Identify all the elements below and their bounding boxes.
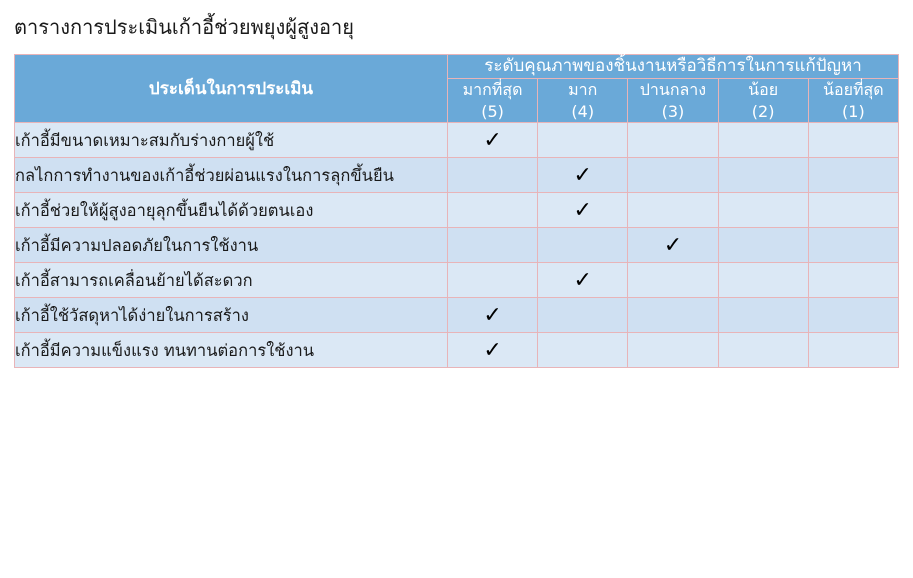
score-cell[interactable] [538, 263, 628, 298]
header-score-3 [628, 78, 718, 122]
score-cell[interactable] [447, 228, 537, 263]
table-row [15, 298, 899, 333]
score-cell[interactable] [628, 298, 718, 333]
score-cell[interactable] [718, 193, 808, 228]
issue-label: กลไกการทำงานของเก้าอี้ช่วยผ่อนแรงในการลุกขึ้นยืน [15, 158, 448, 193]
evaluation-table-container [14, 54, 899, 368]
header-score-2-value: (2) [751, 101, 775, 121]
score-cell[interactable] [808, 158, 898, 193]
table-row [15, 193, 899, 228]
issue-label: เก้าอี้ช่วยให้ผู้สูงอายุลุกขึ้นยืนได้ด้วยตนเอง [15, 193, 448, 228]
score-cell[interactable] [718, 333, 808, 368]
score-cell[interactable] [808, 193, 898, 228]
check-icon: ✓ [573, 163, 592, 189]
score-cell[interactable] [718, 158, 808, 193]
issue-label: เก้าอี้มีความแข็งแรง ทนทานต่อการใช้งาน [15, 333, 448, 368]
score-cell[interactable] [538, 228, 628, 263]
score-cell[interactable] [718, 123, 808, 158]
check-icon: ✓ [573, 268, 592, 294]
header-score-1 [808, 78, 898, 122]
issue-label: เก้าอี้มีขนาดเหมาะสมกับร่างกายผู้ใช้ [15, 123, 448, 158]
score-cell[interactable] [628, 193, 718, 228]
score-cell[interactable] [447, 333, 537, 368]
score-cell[interactable] [718, 298, 808, 333]
score-cell[interactable] [808, 263, 898, 298]
score-cell[interactable] [808, 123, 898, 158]
header-score-3-label: ปานกลาง [639, 79, 707, 99]
score-cell[interactable] [538, 123, 628, 158]
header-score-1-label: น้อยที่สุด [823, 79, 884, 99]
header-score-5-value: (5) [481, 101, 504, 121]
check-icon: ✓ [483, 338, 502, 364]
score-cell[interactable] [538, 158, 628, 193]
header-score-2 [718, 78, 808, 122]
table-row [15, 333, 899, 368]
table-row [15, 158, 899, 193]
score-cell[interactable] [447, 298, 537, 333]
score-cell[interactable] [628, 263, 718, 298]
score-cell[interactable] [808, 333, 898, 368]
header-score-5-label: มากที่สุด [462, 79, 523, 99]
issue-label: เก้าอี้สามารถเคลื่อนย้ายได้สะดวก [15, 263, 448, 298]
issue-label: เก้าอี้มีความปลอดภัยในการใช้งาน [15, 228, 448, 263]
header-score-2-label: น้อย [748, 79, 779, 99]
score-cell[interactable] [718, 263, 808, 298]
score-cell[interactable] [718, 228, 808, 263]
table-header [15, 55, 899, 123]
score-cell[interactable] [628, 158, 718, 193]
header-score-3-value: (3) [661, 101, 685, 121]
check-icon: ✓ [483, 303, 502, 329]
header-score-1-value: (1) [842, 101, 865, 121]
score-cell[interactable] [628, 333, 718, 368]
header-score-4-value: (4) [571, 101, 595, 121]
table-body [15, 123, 899, 368]
header-score-4-label: มาก [568, 79, 598, 99]
header-score-5 [447, 78, 537, 122]
table-row [15, 263, 899, 298]
score-cell[interactable] [628, 228, 718, 263]
score-cell[interactable] [538, 193, 628, 228]
header-score-4 [538, 78, 628, 122]
check-icon: ✓ [573, 198, 592, 224]
check-icon: ✓ [483, 128, 502, 154]
check-icon: ✓ [663, 233, 683, 259]
score-cell[interactable] [538, 333, 628, 368]
score-cell[interactable] [808, 298, 898, 333]
score-cell[interactable] [447, 193, 537, 228]
evaluation-table [14, 54, 899, 368]
table-row [15, 123, 899, 158]
score-cell[interactable] [447, 158, 537, 193]
score-cell[interactable] [808, 228, 898, 263]
score-cell[interactable] [447, 123, 537, 158]
header-row-top [15, 55, 899, 79]
header-quality-level: ระดับคุณภาพของชิ้นงานหรือวิธีการในการแก้ปัญหา [447, 55, 898, 79]
page-title: ตารางการประเมินเก้าอี้ช่วยพยุงผู้สูงอายุ [14, 15, 354, 39]
score-cell[interactable] [447, 263, 537, 298]
table-row [15, 228, 899, 263]
score-cell[interactable] [538, 298, 628, 333]
issue-label: เก้าอี้ใช้วัสดุหาได้ง่ายในการสร้าง [15, 298, 448, 333]
header-issue: ประเด็นในการประเมิน [15, 55, 448, 123]
score-cell[interactable] [628, 123, 718, 158]
